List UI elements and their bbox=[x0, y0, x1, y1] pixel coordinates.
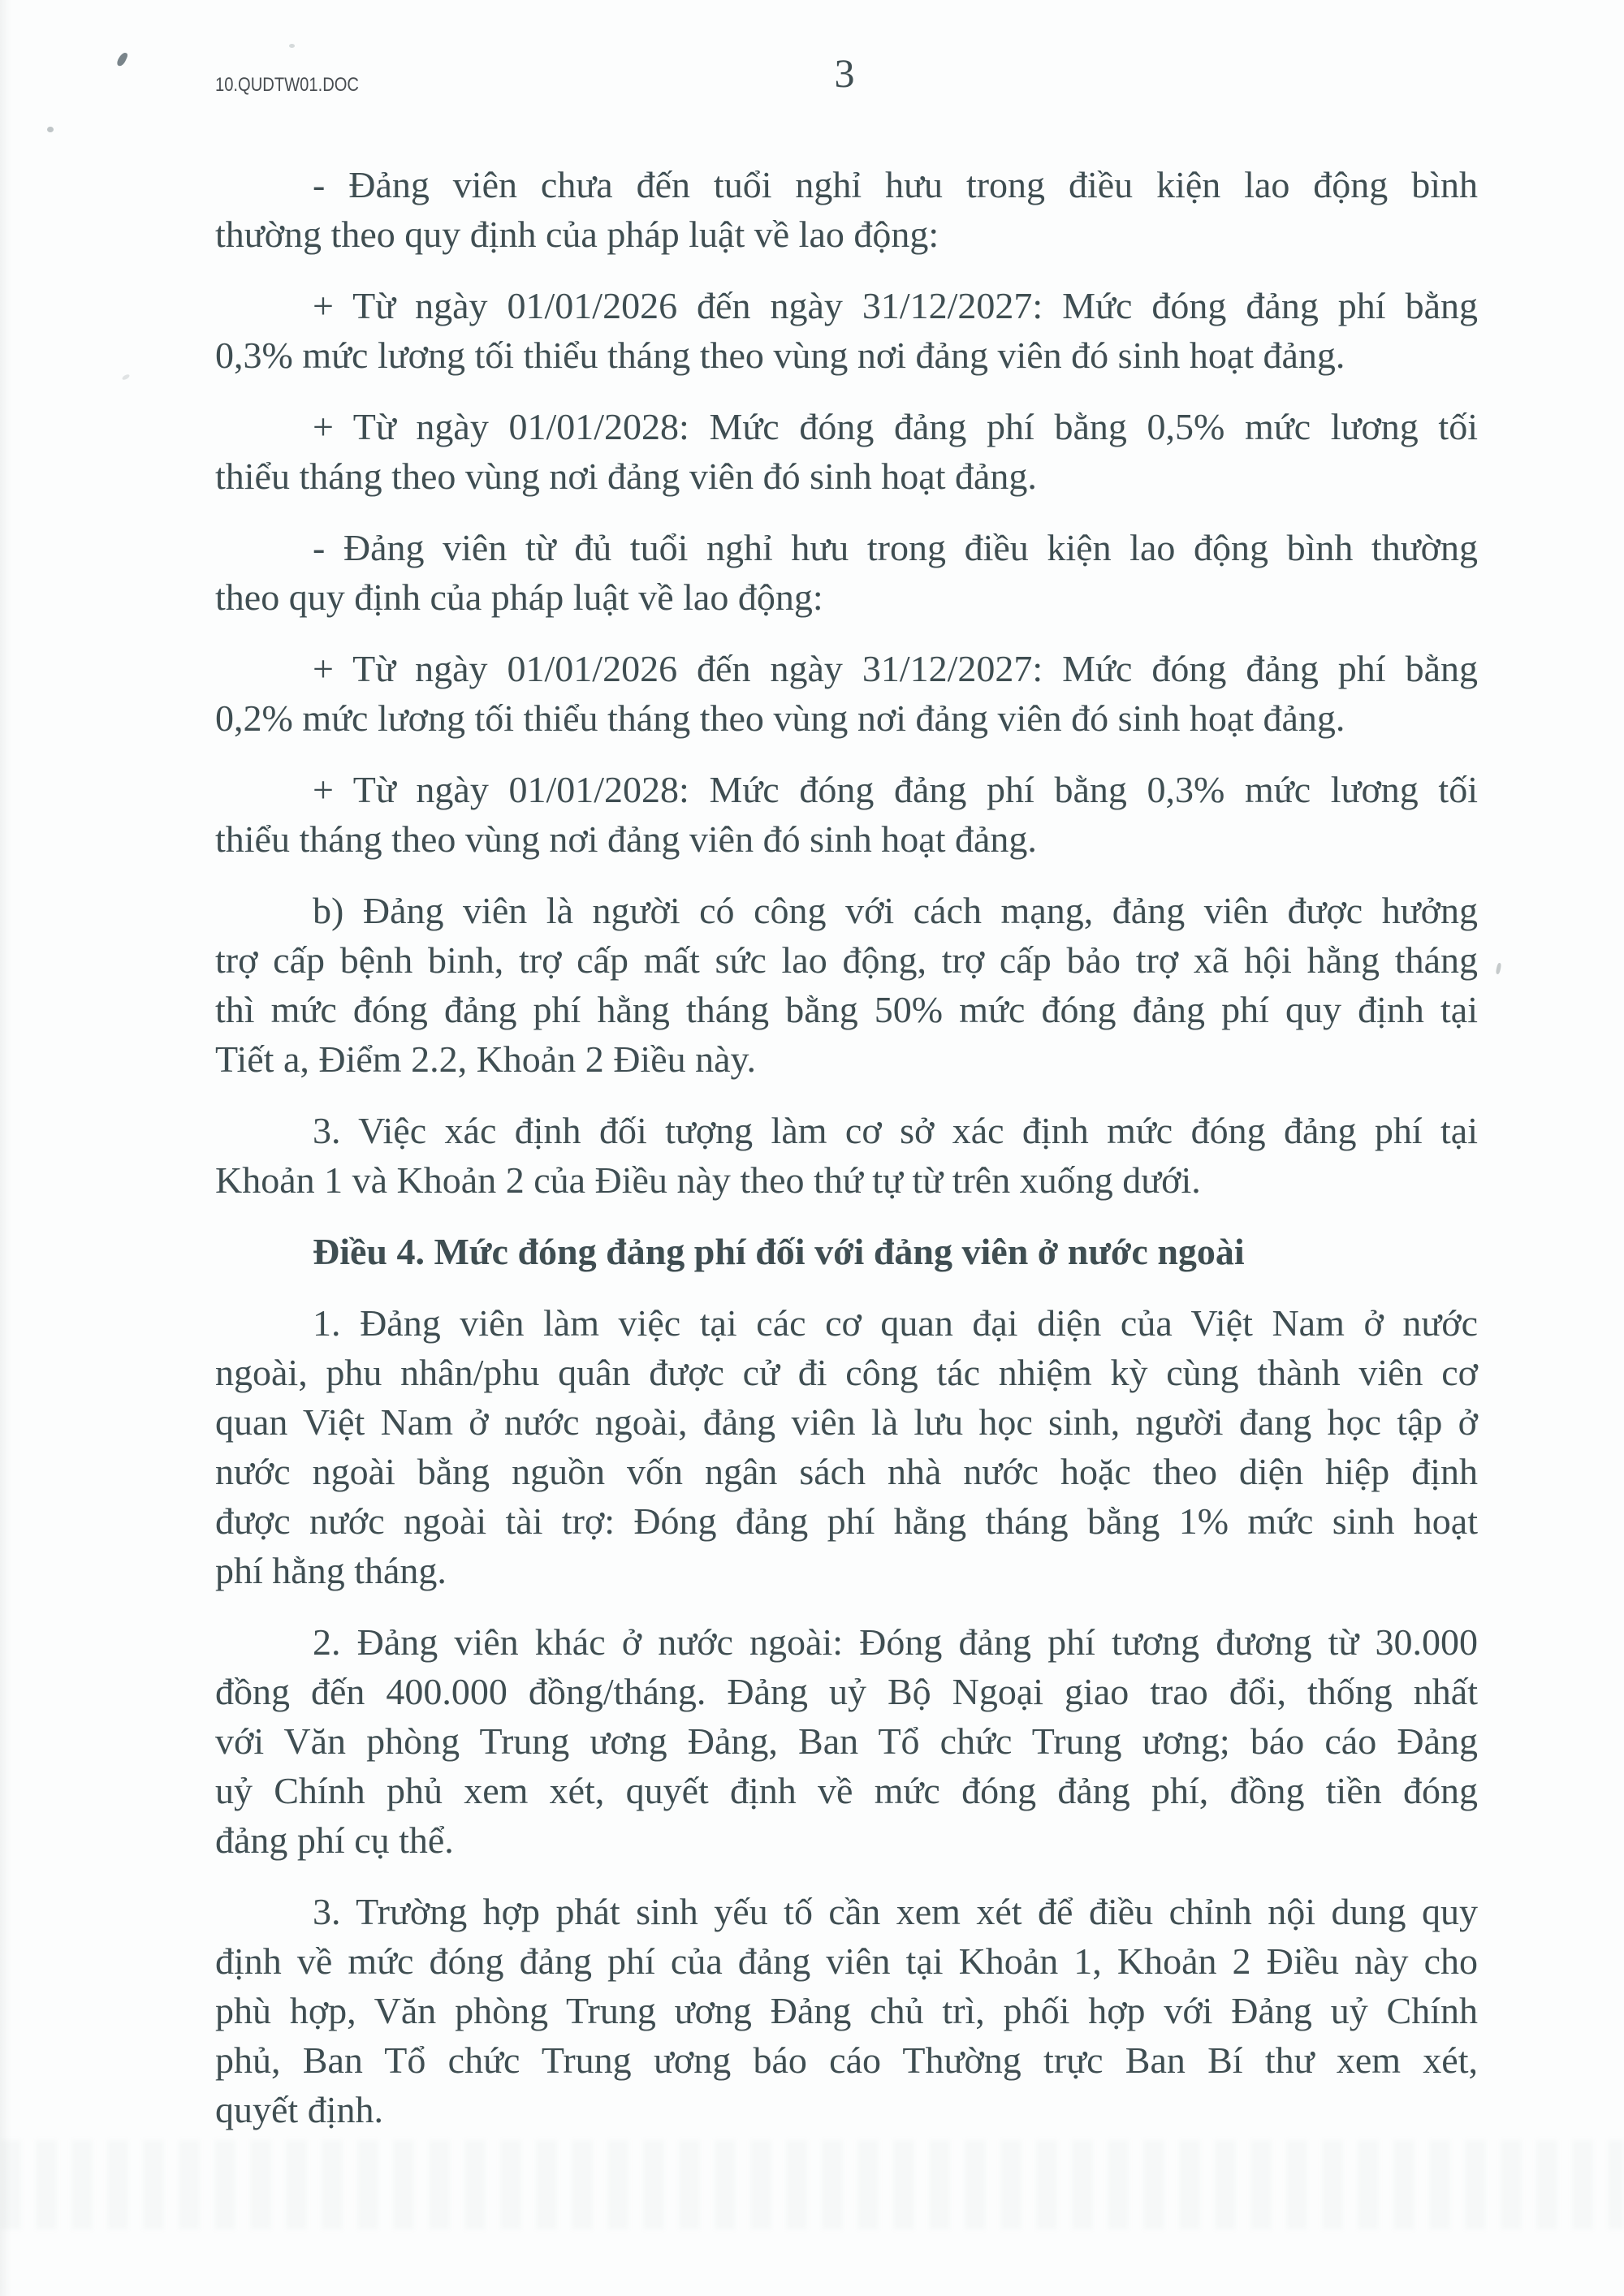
text-line: 0,2% mức lương tối thiểu tháng theo vùng nơi đảng viên đó sinh hoạt đảng. bbox=[215, 697, 1345, 739]
text-line: 3. Trường hợp phát sinh yếu tố cần xem xét để điều chỉnh nội dung quy bbox=[313, 1891, 1478, 1932]
text-line: phí hằng tháng. bbox=[215, 1550, 447, 1591]
text-line: Khoản 1 và Khoản 2 của Điều này theo thứ tự từ trên xuống dưới. bbox=[215, 1159, 1201, 1201]
paragraph bbox=[215, 1617, 1478, 1865]
scan-bleedthrough-band bbox=[0, 2140, 1624, 2229]
text-line: đảng phí cụ thể. bbox=[215, 1819, 454, 1861]
paragraph bbox=[215, 1106, 1478, 1205]
text-line: quan Việt Nam ở nước ngoài, đảng viên là lưu học sinh, người đang học tập ở bbox=[215, 1401, 1478, 1443]
section-heading bbox=[215, 1227, 1478, 1276]
document-filename: 10.QUDTW01.DOC bbox=[215, 74, 359, 96]
paragraph bbox=[215, 765, 1478, 864]
text-line: nước ngoài bằng nguồn vốn ngân sách nhà nước hoặc theo diện hiệp định bbox=[215, 1451, 1478, 1492]
text-line: + Từ ngày 01/01/2028: Mức đóng đảng phí bằng 0,5% mức lương tối bbox=[313, 406, 1478, 447]
text-line: 3. Việc xác định đối tượng làm cơ sở xác định mức đóng đảng phí tại bbox=[313, 1110, 1478, 1151]
paragraph bbox=[215, 281, 1478, 380]
text-line: phù hợp, Văn phòng Trung ương Đảng chủ trì, phối hợp với Đảng uỷ Chính bbox=[215, 1990, 1478, 2031]
text-line: thường theo quy định của pháp luật về lao động: bbox=[215, 214, 939, 255]
paragraph bbox=[215, 644, 1478, 743]
page-number: 3 bbox=[834, 50, 855, 96]
text-line: + Từ ngày 01/01/2028: Mức đóng đảng phí bằng 0,3% mức lương tối bbox=[313, 769, 1478, 810]
paragraph bbox=[215, 160, 1478, 259]
scan-speck bbox=[47, 127, 54, 132]
text-line: thiểu tháng theo vùng nơi đảng viên đó sinh hoạt đảng. bbox=[215, 818, 1037, 860]
text-line: 1. Đảng viên làm việc tại các cơ quan đại diện của Việt Nam ở nước bbox=[313, 1302, 1478, 1344]
text-line: được nước ngoài tài trợ: Đóng đảng phí hằng tháng bằng 1% mức sinh hoạt bbox=[215, 1500, 1478, 1542]
paragraph bbox=[215, 1298, 1478, 1595]
text-line: quyết định. bbox=[215, 2089, 383, 2130]
text-line: b) Đảng viên là người có công với cách mạng, đảng viên được hưởng bbox=[313, 890, 1478, 931]
text-line: uỷ Chính phủ xem xét, quyết định về mức đóng đảng phí, đồng tiền đóng bbox=[215, 1770, 1478, 1811]
paragraph bbox=[215, 523, 1478, 622]
text-line: ngoài, phu nhân/phu quân được cử đi công tác nhiệm kỳ cùng thành viên cơ bbox=[215, 1352, 1478, 1393]
text-line: trợ cấp bệnh binh, trợ cấp mất sức lao động, trợ cấp bảo trợ xã hội hằng tháng bbox=[215, 939, 1478, 981]
text-line: 2. Đảng viên khác ở nước ngoài: Đóng đảng phí tương đương từ 30.000 bbox=[313, 1621, 1478, 1663]
text-line: Tiết a, Điểm 2.2, Khoản 2 Điều này. bbox=[215, 1038, 757, 1080]
text-line: thì mức đóng đảng phí hằng tháng bằng 50% mức đóng đảng phí quy định tại bbox=[215, 989, 1478, 1030]
text-line: định về mức đóng đảng phí của đảng viên tại Khoản 1, Khoản 2 Điều này cho bbox=[215, 1940, 1478, 1982]
document-body bbox=[215, 138, 1478, 2134]
text-line: + Từ ngày 01/01/2026 đến ngày 31/12/2027: Mức đóng đảng phí bằng bbox=[313, 285, 1478, 326]
scan-speck bbox=[121, 373, 130, 381]
text-line: với Văn phòng Trung ương Đảng, Ban Tổ chức Trung ương; báo cáo Đảng bbox=[215, 1720, 1478, 1762]
scan-speck bbox=[1496, 963, 1502, 975]
scan-speck bbox=[289, 44, 295, 48]
paragraph bbox=[215, 1887, 1478, 2134]
scan-edge-shadow bbox=[0, 0, 11, 2296]
text-line: theo quy định của pháp luật về lao động: bbox=[215, 576, 823, 618]
text-line: - Đảng viên từ đủ tuổi nghỉ hưu trong điều kiện lao động bình thường bbox=[313, 527, 1478, 568]
text-line: 0,3% mức lương tối thiểu tháng theo vùng nơi đảng viên đó sinh hoạt đảng. bbox=[215, 334, 1345, 376]
text-line: + Từ ngày 01/01/2026 đến ngày 31/12/2027: Mức đóng đảng phí bằng bbox=[313, 648, 1478, 689]
text-line: phủ, Ban Tổ chức Trung ương báo cáo Thường trực Ban Bí thư xem xét, bbox=[215, 2039, 1478, 2081]
text-line: đồng đến 400.000 đồng/tháng. Đảng uỷ Bộ Ngoại giao trao đổi, thống nhất bbox=[215, 1671, 1478, 1712]
paragraph bbox=[215, 886, 1478, 1084]
scan-speck bbox=[116, 51, 129, 67]
text-line: - Đảng viên chưa đến tuổi nghỉ hưu trong điều kiện lao động bình bbox=[313, 164, 1478, 205]
paragraph bbox=[215, 402, 1478, 501]
text-line: thiểu tháng theo vùng nơi đảng viên đó sinh hoạt đảng. bbox=[215, 455, 1037, 497]
text-line: Điều 4. Mức đóng đảng phí đối với đảng viên ở nước ngoài bbox=[313, 1231, 1245, 1272]
